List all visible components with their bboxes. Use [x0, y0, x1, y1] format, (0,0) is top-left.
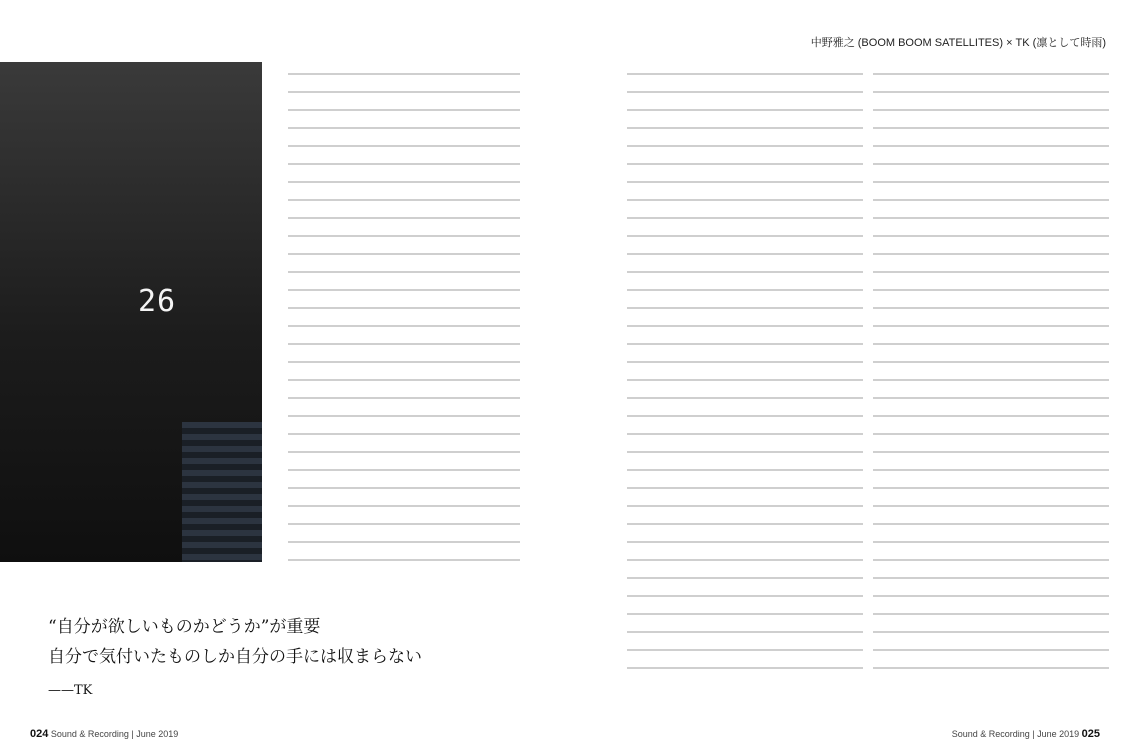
right-page [565, 0, 1130, 752]
pull-quote [48, 612, 422, 706]
interview-column [627, 62, 863, 684]
interview-column [288, 62, 520, 562]
page-number: 025 [1081, 728, 1100, 740]
interview-column [873, 62, 1109, 684]
article-header: 中野雅之 (BOOM BOOM SATELLITES) × TK (凛として時雨) [810, 37, 1106, 49]
studio-rack [182, 422, 262, 562]
pull-quote-line-2: 自分で気付いたものしか自分の手には収まらない [48, 647, 422, 667]
footer [30, 728, 178, 740]
footer-label: Sound & Recording | June 2019 [951, 729, 1080, 739]
page-number: 024 [30, 728, 49, 740]
digital-clock: 26 [138, 284, 177, 319]
footer [952, 728, 1100, 740]
portrait-photo [0, 62, 262, 562]
pull-quote-credit: ——TK [48, 683, 93, 698]
footer-label: Sound & Recording | June 2019 [50, 729, 179, 739]
pull-quote-line-1: “自分が欲しいものかどうか”が重要 [48, 617, 321, 637]
